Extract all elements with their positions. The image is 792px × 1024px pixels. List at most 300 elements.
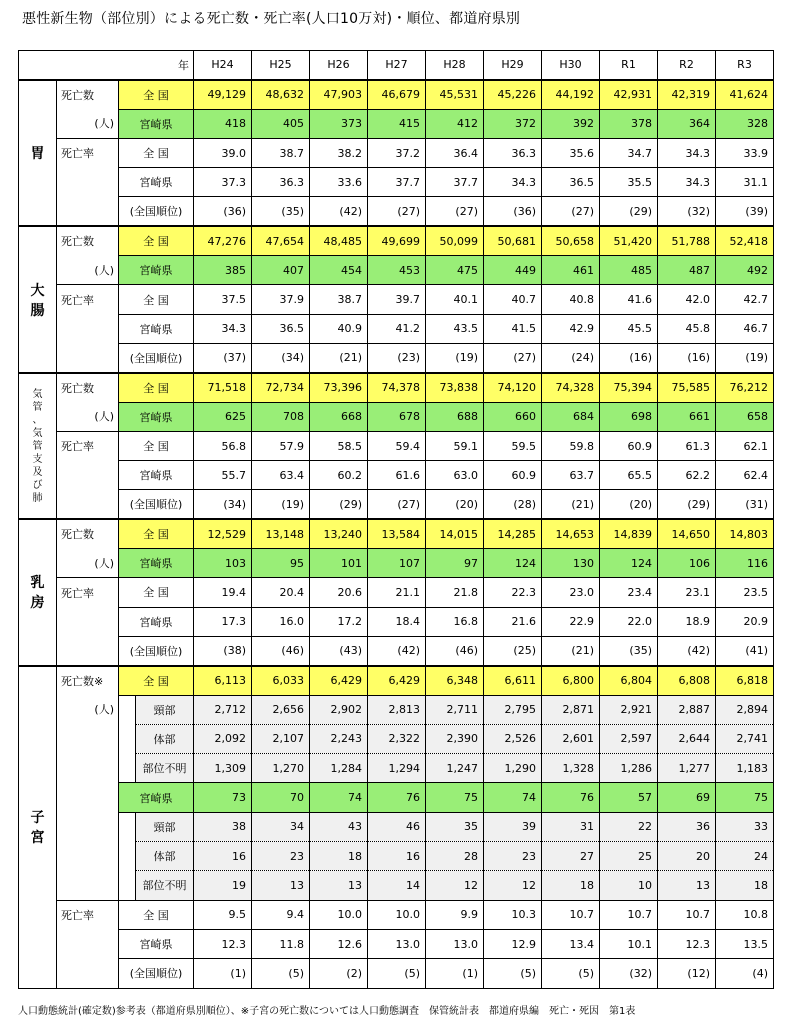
value-cell: 45.5 <box>600 314 658 343</box>
value-cell: (27) <box>542 197 600 226</box>
value-cell: (34) <box>194 490 252 519</box>
value-cell: 43 <box>310 812 368 841</box>
miyazaki-label: 宮崎県 <box>119 783 194 812</box>
value-cell: 42,319 <box>658 80 716 109</box>
value-cell: 51,420 <box>600 226 658 255</box>
value-cell: 39.0 <box>194 138 252 167</box>
value-cell: 11.8 <box>252 929 310 958</box>
blank-cell <box>57 197 119 226</box>
value-cell: (20) <box>426 490 484 519</box>
value-cell: 34.3 <box>658 138 716 167</box>
value-cell: 50,099 <box>426 226 484 255</box>
national-label: 全 国 <box>119 666 194 695</box>
deaths-note-label: 死亡数※ <box>57 666 119 695</box>
value-cell: 35.5 <box>600 168 658 197</box>
value-cell: 37.5 <box>194 285 252 314</box>
value-cell: 50,681 <box>484 226 542 255</box>
year-header-h26: H26 <box>310 51 368 80</box>
value-cell: 37.7 <box>368 168 426 197</box>
value-cell: 38.7 <box>252 138 310 167</box>
value-cell: 40.9 <box>310 314 368 343</box>
value-cell: (21) <box>310 343 368 372</box>
value-cell: 20.9 <box>716 607 774 636</box>
value-cell: 42.9 <box>542 314 600 343</box>
rank-label: (全国順位) <box>119 636 194 665</box>
value-cell: 2,390 <box>426 724 484 753</box>
value-cell: 372 <box>484 109 542 138</box>
value-cell: 9.4 <box>252 900 310 929</box>
value-cell: 124 <box>600 549 658 578</box>
miyazaki-label: 宮崎県 <box>119 607 194 636</box>
value-cell: 10 <box>600 871 658 900</box>
national-label: 全 国 <box>119 431 194 460</box>
value-cell: 14,839 <box>600 519 658 548</box>
value-cell: 14,650 <box>658 519 716 548</box>
value-cell: 2,795 <box>484 695 542 724</box>
value-cell: (19) <box>252 490 310 519</box>
miyazaki-label: 宮崎県 <box>119 256 194 285</box>
value-cell: 1,270 <box>252 754 310 783</box>
national-label: 全 国 <box>119 900 194 929</box>
deaths-label: 死亡数 <box>57 80 119 109</box>
value-cell: 9.9 <box>426 900 484 929</box>
value-cell: 95 <box>252 549 310 578</box>
value-cell: (1) <box>194 959 252 988</box>
value-cell: 55.7 <box>194 461 252 490</box>
rate-label: 死亡率 <box>57 285 119 314</box>
uterus-national-neck <box>19 695 774 724</box>
value-cell: (5) <box>484 959 542 988</box>
value-cell: (5) <box>542 959 600 988</box>
value-cell: 14 <box>368 871 426 900</box>
section-1-deaths-national <box>19 226 774 255</box>
value-cell: (25) <box>484 636 542 665</box>
sub-site-label-unknown: 部位不明 <box>136 754 194 783</box>
value-cell: 37.7 <box>426 168 484 197</box>
value-cell: 43.5 <box>426 314 484 343</box>
value-cell: 14,285 <box>484 519 542 548</box>
miyazaki-label: 宮崎県 <box>119 109 194 138</box>
value-cell: 74,378 <box>368 373 426 402</box>
section-1-deaths-miyazaki <box>19 256 774 285</box>
value-cell: (16) <box>600 343 658 372</box>
year-header-h28: H28 <box>426 51 484 80</box>
value-cell: 12.3 <box>658 929 716 958</box>
sub-site-label-unknown: 部位不明 <box>136 871 194 900</box>
value-cell: 6,804 <box>600 666 658 695</box>
value-cell: (36) <box>484 197 542 226</box>
value-cell: 36.5 <box>252 314 310 343</box>
section-0-rate-national <box>19 138 774 167</box>
value-cell: 10.0 <box>310 900 368 929</box>
value-cell: 47,654 <box>252 226 310 255</box>
value-cell: 34.3 <box>484 168 542 197</box>
miyazaki-label: 宮崎県 <box>119 461 194 490</box>
value-cell: 21.1 <box>368 578 426 607</box>
value-cell: 39.7 <box>368 285 426 314</box>
miyazaki-label: 宮崎県 <box>119 929 194 958</box>
uterus-deaths-national <box>19 666 774 695</box>
year-header-h30: H30 <box>542 51 600 80</box>
value-cell: 22.3 <box>484 578 542 607</box>
value-cell: 60.9 <box>484 461 542 490</box>
value-cell: 2,712 <box>194 695 252 724</box>
value-cell: 9.5 <box>194 900 252 929</box>
value-cell: 49,699 <box>368 226 426 255</box>
value-cell: 16 <box>368 842 426 871</box>
value-cell: (23) <box>368 343 426 372</box>
value-cell: 73 <box>194 783 252 812</box>
value-cell: 22.9 <box>542 607 600 636</box>
value-cell: 23.0 <box>542 578 600 607</box>
value-cell: 487 <box>658 256 716 285</box>
value-cell: 37.3 <box>194 168 252 197</box>
miyazaki-label: 宮崎県 <box>119 402 194 431</box>
rate-label: 死亡率 <box>57 431 119 460</box>
miyazaki-label: 宮崎県 <box>119 168 194 197</box>
value-cell: (27) <box>368 197 426 226</box>
value-cell: (24) <box>542 343 600 372</box>
section-3-deaths-national <box>19 519 774 548</box>
value-cell: 41.5 <box>484 314 542 343</box>
value-cell: 405 <box>252 109 310 138</box>
value-cell: 45,226 <box>484 80 542 109</box>
value-cell: 33.9 <box>716 138 774 167</box>
miyazaki-label: 宮崎県 <box>119 314 194 343</box>
value-cell: 378 <box>600 109 658 138</box>
statistics-table <box>18 50 774 989</box>
value-cell: 708 <box>252 402 310 431</box>
value-cell: (2) <box>310 959 368 988</box>
value-cell: 35.6 <box>542 138 600 167</box>
value-cell: 449 <box>484 256 542 285</box>
value-cell: 19.4 <box>194 578 252 607</box>
value-cell: 13,584 <box>368 519 426 548</box>
value-cell: 33 <box>716 812 774 841</box>
value-cell: 10.1 <box>600 929 658 958</box>
sub-site-label-body: 体部 <box>136 842 194 871</box>
value-cell: 25 <box>600 842 658 871</box>
value-cell: (19) <box>716 343 774 372</box>
value-cell: 2,322 <box>368 724 426 753</box>
value-cell: (28) <box>484 490 542 519</box>
value-cell: 18 <box>310 842 368 871</box>
value-cell: 2,092 <box>194 724 252 753</box>
blank-cell <box>57 343 119 372</box>
value-cell: 385 <box>194 256 252 285</box>
value-cell: 1,183 <box>716 754 774 783</box>
value-cell: 62.1 <box>716 431 774 460</box>
value-cell: (31) <box>716 490 774 519</box>
value-cell: 2,871 <box>542 695 600 724</box>
value-cell: 20.6 <box>310 578 368 607</box>
value-cell: (36) <box>194 197 252 226</box>
blank-cell <box>57 636 119 665</box>
indent-cell <box>119 695 136 783</box>
value-cell: (1) <box>426 959 484 988</box>
blank-cell <box>57 812 119 900</box>
value-cell: (5) <box>368 959 426 988</box>
value-cell: 74,120 <box>484 373 542 402</box>
year-header-h24: H24 <box>194 51 252 80</box>
value-cell: 20.4 <box>252 578 310 607</box>
value-cell: 60.9 <box>600 431 658 460</box>
year-header-r2: R2 <box>658 51 716 80</box>
value-cell: 41,624 <box>716 80 774 109</box>
value-cell: 59.1 <box>426 431 484 460</box>
year-header-r3: R3 <box>716 51 774 80</box>
value-cell: 17.2 <box>310 607 368 636</box>
value-cell: 48,485 <box>310 226 368 255</box>
value-cell: 34 <box>252 812 310 841</box>
value-cell: 684 <box>542 402 600 431</box>
value-cell: 38.7 <box>310 285 368 314</box>
value-cell: 10.7 <box>542 900 600 929</box>
value-cell: 2,644 <box>658 724 716 753</box>
rate-label: 死亡率 <box>57 578 119 607</box>
value-cell: 6,348 <box>426 666 484 695</box>
section-0-deaths-national <box>19 80 774 109</box>
value-cell: (39) <box>716 197 774 226</box>
value-cell: 59.4 <box>368 431 426 460</box>
value-cell: 10.8 <box>716 900 774 929</box>
value-cell: 16.8 <box>426 607 484 636</box>
uterus-rate-national <box>19 900 774 929</box>
value-cell: (29) <box>600 197 658 226</box>
value-cell: 31.1 <box>716 168 774 197</box>
value-cell: 1,247 <box>426 754 484 783</box>
blank-cell <box>57 314 119 343</box>
value-cell: 2,243 <box>310 724 368 753</box>
value-cell: 37.2 <box>368 138 426 167</box>
value-cell: 10.0 <box>368 900 426 929</box>
value-cell: 31 <box>542 812 600 841</box>
value-cell: 42.7 <box>716 285 774 314</box>
rank-label: (全国順位) <box>119 197 194 226</box>
deaths-label: 死亡数 <box>57 373 119 402</box>
value-cell: 1,284 <box>310 754 368 783</box>
value-cell: 6,429 <box>368 666 426 695</box>
national-label: 全 国 <box>119 285 194 314</box>
blank-cell <box>57 461 119 490</box>
value-cell: (29) <box>310 490 368 519</box>
value-cell: (41) <box>716 636 774 665</box>
section-2-deaths-national <box>19 373 774 402</box>
value-cell: 661 <box>658 402 716 431</box>
value-cell: 42.0 <box>658 285 716 314</box>
value-cell: 97 <box>426 549 484 578</box>
value-cell: 10.3 <box>484 900 542 929</box>
value-cell: 48,632 <box>252 80 310 109</box>
value-cell: 10.7 <box>600 900 658 929</box>
year-header-h29: H29 <box>484 51 542 80</box>
value-cell: 34.3 <box>658 168 716 197</box>
value-cell: 103 <box>194 549 252 578</box>
persons-unit-label: (人) <box>57 695 119 783</box>
value-cell: 75 <box>426 783 484 812</box>
value-cell: 76 <box>542 783 600 812</box>
value-cell: 2,601 <box>542 724 600 753</box>
value-cell: (42) <box>310 197 368 226</box>
value-cell: 18 <box>716 871 774 900</box>
uterus-deaths-miyazaki <box>19 783 774 812</box>
value-cell: 50,658 <box>542 226 600 255</box>
value-cell: 658 <box>716 402 774 431</box>
rank-label: (全国順位) <box>119 959 194 988</box>
value-cell: 2,887 <box>658 695 716 724</box>
value-cell: 73,838 <box>426 373 484 402</box>
section-3-rate-national <box>19 578 774 607</box>
section-2-rank <box>19 490 774 519</box>
value-cell: 74,328 <box>542 373 600 402</box>
value-cell: 62.4 <box>716 461 774 490</box>
value-cell: 14,803 <box>716 519 774 548</box>
year-header-h27: H27 <box>368 51 426 80</box>
source-footnote: 人口動態統計(確定数)参考表（都道府県別順位）、※子宮の死亡数については人口動態調査 保管統計表 都道府県編 死亡・死因 第1表 <box>18 1006 636 1017</box>
section-2-deaths-miyazaki <box>19 402 774 431</box>
value-cell: 17.3 <box>194 607 252 636</box>
value-cell: 22.0 <box>600 607 658 636</box>
value-cell: (32) <box>600 959 658 988</box>
section-3-rank <box>19 636 774 665</box>
national-label: 全 国 <box>119 226 194 255</box>
value-cell: 2,107 <box>252 724 310 753</box>
value-cell: 625 <box>194 402 252 431</box>
value-cell: 37.9 <box>252 285 310 314</box>
value-cell: 2,894 <box>716 695 774 724</box>
value-cell: (20) <box>600 490 658 519</box>
value-cell: 373 <box>310 109 368 138</box>
value-cell: 47,276 <box>194 226 252 255</box>
value-cell: 107 <box>368 549 426 578</box>
value-cell: 18 <box>542 871 600 900</box>
value-cell: 492 <box>716 256 774 285</box>
value-cell: (21) <box>542 490 600 519</box>
national-label: 全 国 <box>119 578 194 607</box>
value-cell: (37) <box>194 343 252 372</box>
value-cell: 46.7 <box>716 314 774 343</box>
value-cell: 412 <box>426 109 484 138</box>
value-cell: 2,813 <box>368 695 426 724</box>
value-cell: 101 <box>310 549 368 578</box>
value-cell: (42) <box>368 636 426 665</box>
value-cell: 688 <box>426 402 484 431</box>
value-cell: 13.5 <box>716 929 774 958</box>
value-cell: 16.0 <box>252 607 310 636</box>
value-cell: 454 <box>310 256 368 285</box>
section-2-rate-national <box>19 431 774 460</box>
value-cell: 418 <box>194 109 252 138</box>
sub-site-label-body: 体部 <box>136 724 194 753</box>
value-cell: 12 <box>426 871 484 900</box>
deaths-label: 死亡数 <box>57 519 119 548</box>
value-cell: 41.2 <box>368 314 426 343</box>
value-cell: 6,033 <box>252 666 310 695</box>
blank-cell <box>57 783 119 812</box>
uterus-rate-miyazaki <box>19 929 774 958</box>
value-cell: 6,808 <box>658 666 716 695</box>
section-category-label: 気 管 、 気 管 支 及 び 肺 <box>19 373 57 519</box>
value-cell: 62.2 <box>658 461 716 490</box>
value-cell: 13,240 <box>310 519 368 548</box>
value-cell: 42,931 <box>600 80 658 109</box>
section-0-rank <box>19 197 774 226</box>
value-cell: 13,148 <box>252 519 310 548</box>
value-cell: 678 <box>368 402 426 431</box>
value-cell: 49,129 <box>194 80 252 109</box>
blank-cell <box>57 490 119 519</box>
value-cell: 56.8 <box>194 431 252 460</box>
value-cell: 2,656 <box>252 695 310 724</box>
section-1-rank <box>19 343 774 372</box>
national-label: 全 国 <box>119 138 194 167</box>
value-cell: 12,529 <box>194 519 252 548</box>
value-cell: 12 <box>484 871 542 900</box>
value-cell: 65.5 <box>600 461 658 490</box>
value-cell: (35) <box>600 636 658 665</box>
value-cell: 2,526 <box>484 724 542 753</box>
miyazaki-label: 宮崎県 <box>119 549 194 578</box>
value-cell: 106 <box>658 549 716 578</box>
value-cell: 44,192 <box>542 80 600 109</box>
value-cell: 23 <box>484 842 542 871</box>
value-cell: 24 <box>716 842 774 871</box>
year-header-r1: R1 <box>600 51 658 80</box>
national-label: 全 国 <box>119 519 194 548</box>
value-cell: 392 <box>542 109 600 138</box>
uterus-rank <box>19 959 774 988</box>
value-cell: (4) <box>716 959 774 988</box>
value-cell: 21.8 <box>426 578 484 607</box>
value-cell: 28 <box>426 842 484 871</box>
section-category-label: 子 宮 <box>19 666 57 988</box>
value-cell: 34.3 <box>194 314 252 343</box>
value-cell: 51,788 <box>658 226 716 255</box>
rate-label: 死亡率 <box>57 138 119 167</box>
value-cell: 61.6 <box>368 461 426 490</box>
value-cell: 23.4 <box>600 578 658 607</box>
section-category-label: 胃 <box>19 80 57 226</box>
value-cell: 475 <box>426 256 484 285</box>
national-label: 全 国 <box>119 373 194 402</box>
value-cell: 1,286 <box>600 754 658 783</box>
header-row <box>19 51 774 80</box>
value-cell: (34) <box>252 343 310 372</box>
value-cell: 698 <box>600 402 658 431</box>
value-cell: 13 <box>658 871 716 900</box>
rank-label: (全国順位) <box>119 343 194 372</box>
value-cell: 36.5 <box>542 168 600 197</box>
value-cell: 461 <box>542 256 600 285</box>
value-cell: 668 <box>310 402 368 431</box>
value-cell: 71,518 <box>194 373 252 402</box>
national-label: 全 国 <box>119 80 194 109</box>
indent-cell <box>119 812 136 900</box>
rank-label: (全国順位) <box>119 490 194 519</box>
year-header-label: 年 <box>19 51 194 80</box>
section-0-rate-miyazaki <box>19 168 774 197</box>
value-cell: (21) <box>542 636 600 665</box>
value-cell: 6,429 <box>310 666 368 695</box>
value-cell: (42) <box>658 636 716 665</box>
value-cell: 16 <box>194 842 252 871</box>
value-cell: 14,015 <box>426 519 484 548</box>
value-cell: 14,653 <box>542 519 600 548</box>
value-cell: 76,212 <box>716 373 774 402</box>
value-cell: 72,734 <box>252 373 310 402</box>
value-cell: 22 <box>600 812 658 841</box>
sub-site-label-neck: 頸部 <box>136 695 194 724</box>
